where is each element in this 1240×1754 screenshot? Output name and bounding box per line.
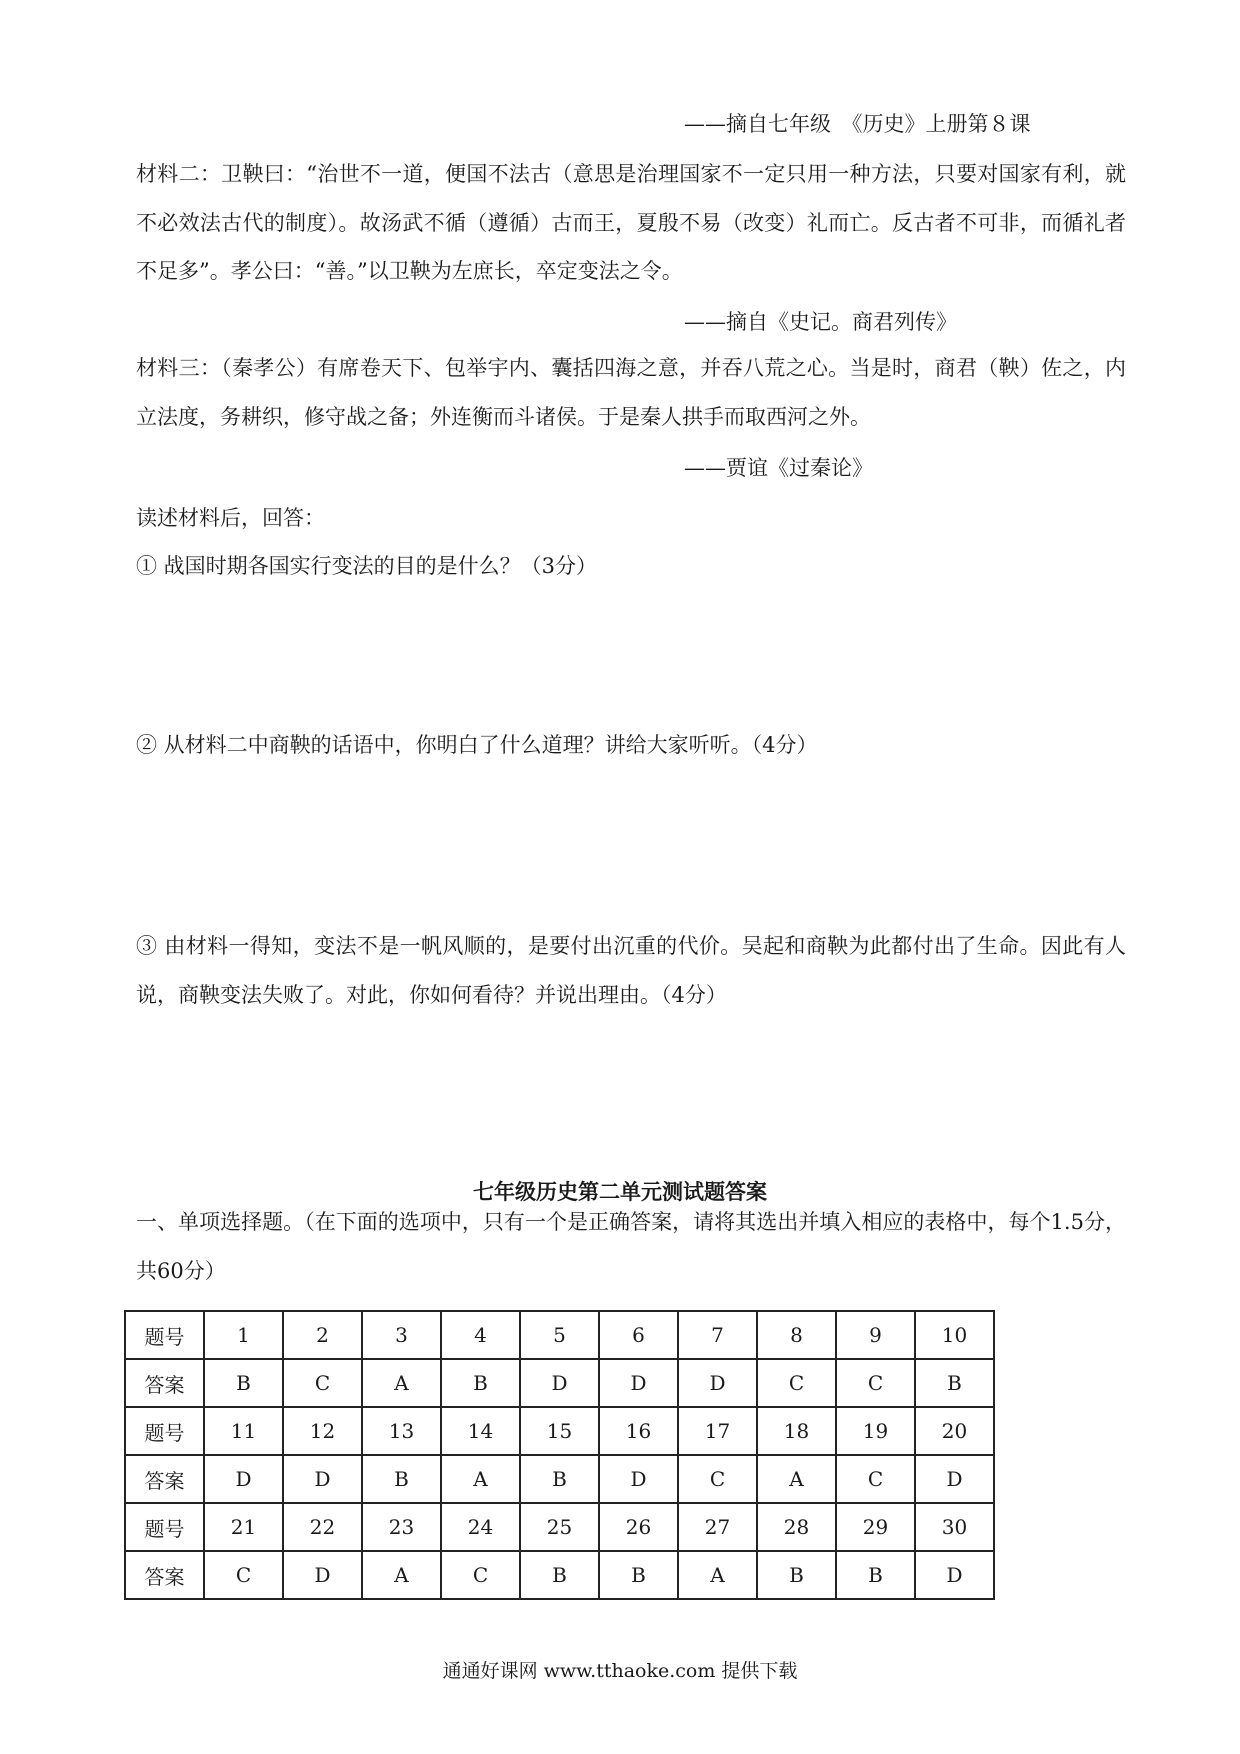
table-cell: 14 [441, 1407, 520, 1455]
table-cell: B [520, 1455, 599, 1503]
table-row-header: 答案 [125, 1551, 204, 1599]
table-cell: 4 [441, 1311, 520, 1359]
table-row-header: 答案 [125, 1359, 204, 1407]
source-citation-3: ——贾谊《过秦论》 [684, 456, 873, 480]
table-row-header: 题号 [125, 1503, 204, 1551]
table-cell: B [441, 1359, 520, 1407]
table-cell: B [757, 1551, 836, 1599]
table-cell: 22 [283, 1503, 362, 1551]
table-cell: C [836, 1359, 915, 1407]
table-cell: A [362, 1359, 441, 1407]
table-cell: A [441, 1455, 520, 1503]
table-cell: 30 [915, 1503, 994, 1551]
table-cell: 7 [678, 1311, 757, 1359]
table-cell: D [915, 1455, 994, 1503]
table-cell: C [678, 1455, 757, 1503]
material-three-paragraph: 材料三：（秦孝公）有席卷天下、包举宇内、囊括四海之意，并吞八荒之心。当是时，商君（鞅）佐之，内立法度，务耕织，修守战之备；外连衡而斗诸侯。于是秦人拱手而取西河之外。 [136, 356, 1126, 429]
table-cell: 11 [204, 1407, 283, 1455]
table-cell: 20 [915, 1407, 994, 1455]
table-cell: A [678, 1551, 757, 1599]
table-cell: B [599, 1551, 678, 1599]
table-cell: 5 [520, 1311, 599, 1359]
table-cell: C [441, 1551, 520, 1599]
table-cell: D [283, 1551, 362, 1599]
table-row [125, 1551, 994, 1599]
table-cell: 18 [757, 1407, 836, 1455]
material-two-paragraph: 材料二：卫鞅曰：“治世不一道，便国不法古（意思是治理国家不一定只用一种方法，只要对国家有利，就不必效法古代的制度）。故汤武不循（遵循）古而王，夏殷不易（改变）礼而亡。反古者不可非，而循礼者不足多”。孝公曰：“善。”以卫鞅为左庶长，卒定变法之令。 [136, 162, 1126, 283]
table-cell: D [599, 1359, 678, 1407]
table-cell: 10 [915, 1311, 994, 1359]
table-cell: 1 [204, 1311, 283, 1359]
table-cell: 21 [204, 1503, 283, 1551]
table-cell: 26 [599, 1503, 678, 1551]
source-citation-1: ——摘自七年级 《历史》上册第８课 [684, 112, 1031, 136]
table-cell: 29 [836, 1503, 915, 1551]
table-cell: C [283, 1359, 362, 1407]
table-cell: C [204, 1551, 283, 1599]
table-row [125, 1407, 994, 1455]
table-cell: D [520, 1359, 599, 1407]
question-1: ① 战国时期各国实行变法的目的是什么？（3分） [136, 554, 598, 578]
table-cell: B [362, 1455, 441, 1503]
table-row-header: 题号 [125, 1311, 204, 1359]
table-cell: 24 [441, 1503, 520, 1551]
table-cell: A [362, 1551, 441, 1599]
table-cell: A [757, 1455, 836, 1503]
table-cell: 9 [836, 1311, 915, 1359]
question-2: ② 从材料二中商鞅的话语中，你明白了什么道理？讲给大家听听。（4分） [136, 733, 818, 757]
table-cell: D [599, 1455, 678, 1503]
table-cell: 12 [283, 1407, 362, 1455]
answer-table [124, 1310, 995, 1600]
table-cell: B [204, 1359, 283, 1407]
answer-title: 七年级历史第二单元测试题答案 [473, 1179, 767, 1204]
table-row [125, 1503, 994, 1551]
source-citation-2: ——摘自《史记。商君列传》 [684, 310, 957, 334]
table-cell: 8 [757, 1311, 836, 1359]
table-cell: B [836, 1551, 915, 1599]
reading-prompt: 读述材料后，回答： [136, 506, 325, 530]
footer-credit: 通通好课网 www.tthaoke.com 提供下载 [442, 1660, 798, 1682]
table-cell: 23 [362, 1503, 441, 1551]
table-row-header: 答案 [125, 1455, 204, 1503]
table-row-header: 题号 [125, 1407, 204, 1455]
table-row [125, 1455, 994, 1503]
table-row [125, 1359, 994, 1407]
section-one-instructions: 一、单项选择题。（在下面的选项中，只有一个是正确答案，请将其选出并填入相应的表格中，每个1.5分，共60分） [136, 1210, 1126, 1283]
table-cell: 19 [836, 1407, 915, 1455]
table-cell: 6 [599, 1311, 678, 1359]
table-cell: 2 [283, 1311, 362, 1359]
table-cell: C [757, 1359, 836, 1407]
table-cell: 13 [362, 1407, 441, 1455]
table-cell: 27 [678, 1503, 757, 1551]
table-cell: D [678, 1359, 757, 1407]
table-cell: 25 [520, 1503, 599, 1551]
question-3: ③ 由材料一得知，变法不是一帆风顺的，是要付出沉重的代价。吴起和商鞅为此都付出了生命。因此有人说，商鞅变法失败了。对此，你如何看待？并说出理由。（4分） [136, 934, 1126, 1007]
table-cell: B [520, 1551, 599, 1599]
table-row [125, 1311, 994, 1359]
table-cell: 28 [757, 1503, 836, 1551]
table-cell: D [915, 1551, 994, 1599]
table-cell: D [283, 1455, 362, 1503]
table-cell: D [204, 1455, 283, 1503]
table-cell: B [915, 1359, 994, 1407]
table-cell: 16 [599, 1407, 678, 1455]
table-cell: 17 [678, 1407, 757, 1455]
table-cell: 3 [362, 1311, 441, 1359]
table-cell: C [836, 1455, 915, 1503]
table-cell: 15 [520, 1407, 599, 1455]
